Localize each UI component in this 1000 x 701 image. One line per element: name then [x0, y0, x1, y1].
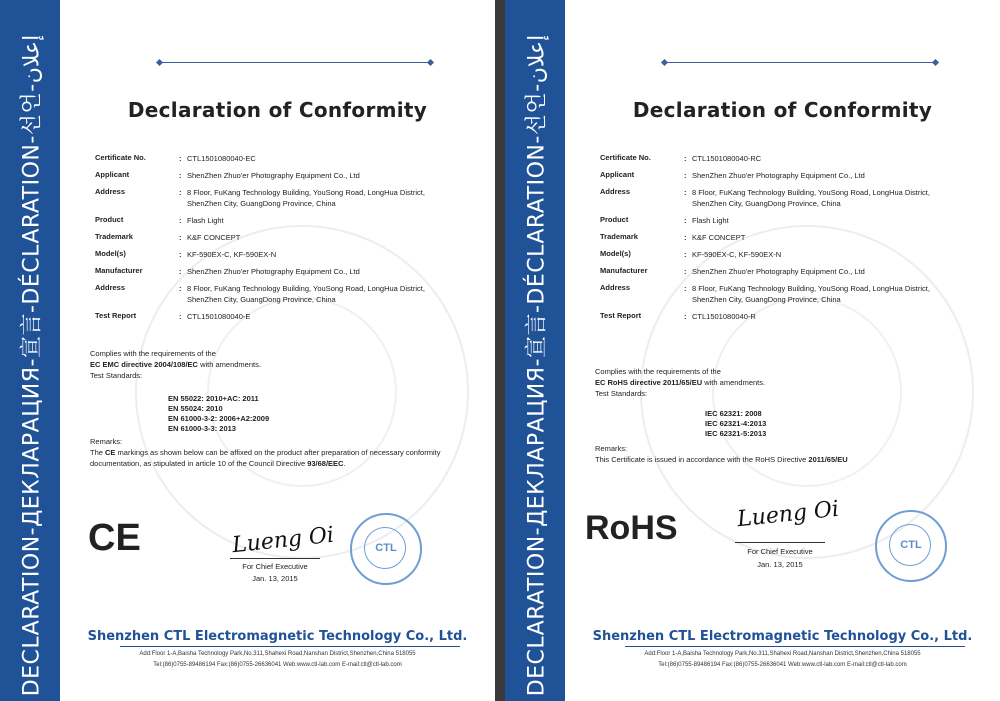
field-trademark: [600, 232, 960, 249]
field-trademark: [95, 232, 455, 249]
field-value: : ShenZhen Zhuo'er Photography Equipment Co., Ltd: [187, 266, 455, 283]
field-label: Product: [95, 215, 124, 224]
standard-item: EN 61000-3-2: 2006+A2:2009: [168, 414, 270, 423]
directive-line: [90, 359, 455, 370]
standard-item: EN 55022: 2010+AC: 2011: [168, 394, 259, 403]
field-manufacturer-address: [95, 283, 455, 311]
company-name: Shenzhen CTL Electromagnetic Technology Co., Ltd.: [592, 629, 973, 644]
field-value: : 8 Floor, FuKang Technology Building, YouSong Road, LongHua District, ShenZhen City, GuangDong Province, China: [187, 283, 455, 311]
remarks-part: This Certificate is issued in accordance with the RoHS Directive: [595, 455, 809, 464]
field-value: : CTL1501080040-E: [187, 311, 455, 328]
remarks-text: [595, 454, 960, 465]
standard-item: EN 55024: 2010: [168, 404, 223, 413]
issue-date: Jan. 13, 2015: [757, 560, 803, 569]
rohs-certificate: [505, 0, 1000, 701]
certificate-fields: [600, 153, 960, 328]
declaration-side-band: [505, 0, 565, 701]
field-label: Test Report: [95, 311, 137, 320]
test-standards-label: Test Standards:: [90, 371, 143, 380]
stamp-text: CTL: [900, 539, 922, 551]
remarks-label: Remarks:: [90, 437, 123, 446]
ctl-stamp: [350, 513, 422, 585]
field-label: Applicant: [95, 170, 130, 179]
complies-text: Complies with the requirements of the: [595, 367, 721, 376]
field-label: Address: [95, 283, 126, 292]
field-value: : CTL1501080040-RC: [692, 153, 960, 170]
field-value: : 8 Floor, FuKang Technology Building, YouSong Road, LongHua District, ShenZhen City, GuangDong Province, China: [692, 283, 960, 311]
signer-title: For Chief Executive: [242, 562, 308, 571]
signature-line: [735, 542, 825, 543]
field-test-report: [95, 311, 455, 328]
page-title: Declaration of Conformity: [632, 98, 933, 122]
field-certificate-no: [600, 153, 960, 170]
remarks-part: markings as shown below can be affixed on the product after preparation of necessary conformity documentation, as stipulated in article 10 of the Council Directive: [90, 448, 441, 468]
field-value: : Flash Light: [692, 215, 960, 232]
stamp-text: CTL: [375, 542, 397, 554]
field-manufacturer-address: [600, 283, 960, 311]
field-address: [600, 187, 960, 215]
directive-name: EC RoHS directive 2011/65/EU: [595, 378, 703, 387]
field-value: : K&F CONCEPT: [692, 232, 960, 249]
field-applicant: [95, 170, 455, 187]
remarks-part: .: [343, 459, 346, 468]
company-contact: Tel:(86)0755-89486194 Fax:(86)0755-26636041 Web:www.ctl-lab.com E-mail:ctl@ctl-lab.com: [658, 662, 907, 668]
company-contact: Tel:(86)0755-89486194 Fax:(86)0755-26636041 Web:www.ctl-lab.com E-mail:ctl@ctl-lab.com: [153, 662, 402, 668]
field-label: Model(s): [600, 249, 631, 258]
ctl-stamp: [875, 510, 947, 582]
field-manufacturer: [600, 266, 960, 283]
standards-list: [168, 394, 269, 434]
field-models: [600, 249, 960, 266]
field-product: [600, 215, 960, 232]
signature: Lueng Oi: [735, 496, 841, 533]
signature: Lueng Oi: [230, 522, 336, 559]
remarks-label: Remarks:: [595, 444, 628, 453]
field-label: Certificate No.: [95, 153, 146, 162]
field-label: Test Report: [600, 311, 642, 320]
standard-item: IEC 62321-5:2013: [705, 429, 767, 438]
standard-item: IEC 62321-4:2013: [705, 419, 767, 428]
field-value: : ShenZhen Zhuo'er Photography Equipment Co., Ltd: [692, 266, 960, 283]
field-value: : ShenZhen Zhuo'er Photography Equipment Co., Ltd: [692, 170, 960, 187]
field-value: : KF-590EX-C, KF-590EX-N: [692, 249, 960, 266]
directive-suffix: with amendments.: [702, 378, 766, 387]
directive-name: EC EMC directive 2004/108/EC: [90, 360, 198, 369]
field-value: : ShenZhen Zhuo'er Photography Equipment Co., Ltd: [187, 170, 455, 187]
standards-list: [705, 409, 766, 439]
field-label: Certificate No.: [600, 153, 651, 162]
ce-mark: CE: [88, 517, 141, 559]
certificate-fields: [95, 153, 455, 328]
complies-text: Complies with the requirements of the: [90, 349, 216, 358]
field-models: [95, 249, 455, 266]
field-label: Model(s): [95, 249, 126, 258]
company-address: Add:Floor 1-A,Baisha Technology Park,No.311,Shahexi Road,Nanshan District,Shenzhen,China 518055: [139, 651, 416, 657]
field-value: : 8 Floor, FuKang Technology Building, YouSong Road, LongHua District, ShenZhen City, GuangDong Province, China: [692, 187, 960, 215]
remarks-bold: CE: [105, 448, 116, 457]
remarks-text: [90, 447, 455, 469]
remarks-bold: 93/68/EEC: [307, 459, 344, 468]
directive-line: [595, 377, 960, 388]
company-name: Shenzhen CTL Electromagnetic Technology Co., Ltd.: [87, 629, 468, 644]
signature-line: [230, 558, 320, 559]
company-address: Add:Floor 1-A,Baisha Technology Park,No.311,Shahexi Road,Nanshan District,Shenzhen,China 518055: [644, 651, 921, 657]
field-label: Product: [600, 215, 629, 224]
field-label: Address: [95, 187, 126, 196]
remarks-part: The: [90, 448, 106, 457]
issue-date: Jan. 13, 2015: [252, 574, 298, 583]
field-label: Trademark: [600, 232, 638, 241]
field-label: Address: [600, 283, 631, 292]
field-manufacturer: [95, 266, 455, 283]
directive-suffix: with amendments.: [197, 360, 261, 369]
band-text: DECLARATION-ДЕКЛАРАЦИЯ-宣言-DÉCLARATION-선언-إعلان: [19, 34, 45, 697]
top-rule: [665, 62, 935, 63]
test-standards-label: Test Standards:: [595, 389, 648, 398]
field-label: Address: [600, 187, 631, 196]
field-value: : K&F CONCEPT: [187, 232, 455, 249]
footer-rule: [625, 646, 965, 647]
signer-title: For Chief Executive: [747, 547, 813, 556]
ce-certificate: [0, 0, 495, 701]
field-product: [95, 215, 455, 232]
field-label: Trademark: [95, 232, 133, 241]
field-test-report: [600, 311, 960, 328]
field-value: : 8 Floor, FuKang Technology Building, YouSong Road, LongHua District, ShenZhen City, GuangDong Province, China: [187, 187, 455, 215]
field-label: Applicant: [600, 170, 635, 179]
field-value: : KF-590EX-C, KF-590EX-N: [187, 249, 455, 266]
top-rule: [160, 62, 430, 63]
remarks: [595, 443, 960, 465]
footer-rule: [120, 646, 460, 647]
declaration-side-band: [0, 0, 60, 701]
standard-item: EN 61000-3-3: 2013: [168, 424, 236, 433]
field-address: [95, 187, 455, 215]
page-title: Declaration of Conformity: [127, 98, 428, 122]
compliance-statement: [90, 348, 455, 381]
standard-item: IEC 62321: 2008: [705, 409, 762, 418]
field-certificate-no: [95, 153, 455, 170]
remarks-bold: 2011/65/EU: [808, 455, 848, 464]
field-label: Manufacturer: [95, 266, 143, 275]
field-value: : Flash Light: [187, 215, 455, 232]
compliance-statement: [595, 366, 960, 399]
field-value: : CTL1501080040-R: [692, 311, 960, 328]
field-applicant: [600, 170, 960, 187]
remarks: [90, 436, 455, 469]
band-text: DECLARATION-ДЕКЛАРАЦИЯ-宣言-DÉCLARATION-선언-إعلان: [524, 34, 550, 697]
rohs-mark: RoHS: [585, 509, 678, 547]
field-label: Manufacturer: [600, 266, 648, 275]
field-value: : CTL1501080040-EC: [187, 153, 455, 170]
